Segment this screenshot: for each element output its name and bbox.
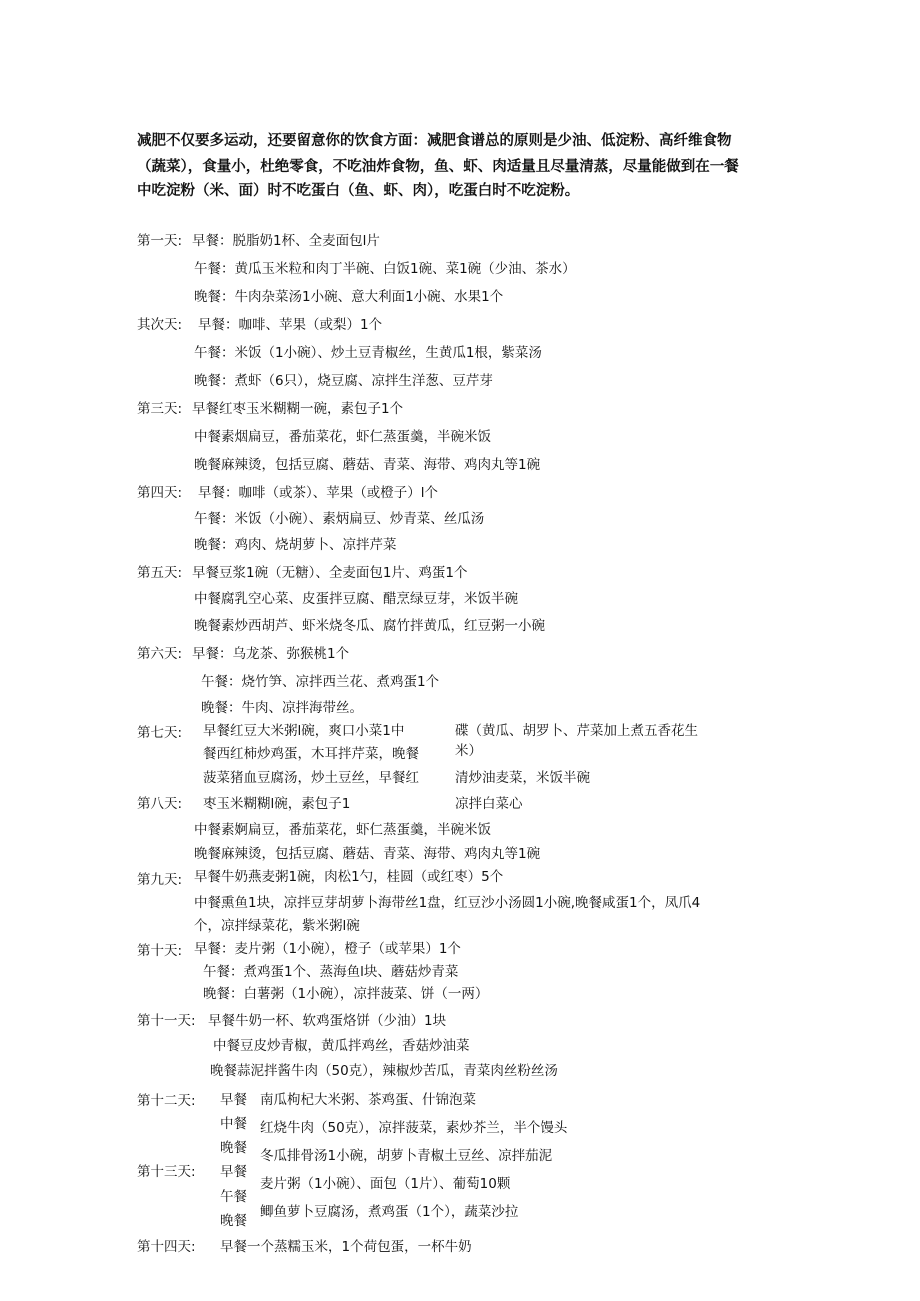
day8-heading: 第八天: xyxy=(137,796,183,812)
day2-breakfast: 早餐：咖啡、苹果（或梨）1个 xyxy=(198,317,383,333)
day7-left-line-2: 餐西红柿炒鸡蛋，木耳拌芹菜，晚餐 xyxy=(203,746,419,762)
day7-left-line-3: 菠菜猪血豆腐汤，炒土豆丝，早餐红 xyxy=(203,770,419,786)
day6-lunch: 午餐：烧竹笋、凉拌西兰花、煮鸡蛋1个 xyxy=(201,674,440,690)
day8-dinner: 晚餐麻辣烫，包括豆腐、蘑菇、青菜、海带、鸡肉丸等1碗 xyxy=(194,846,541,862)
day12-label-lunch: 中餐 xyxy=(220,1116,247,1132)
day12-heading: 第十二天: xyxy=(137,1093,196,1109)
day1-heading: 第一天: xyxy=(137,233,183,249)
day10-lunch: 午餐：煮鸡蛋1个、蒸海鱼l块、蘑菇炒青菜 xyxy=(203,964,459,980)
intro-line-3: 中吃淀粉（米、面）时不吃蛋白（鱼、虾、肉），吃蛋白时不吃淀粉。 xyxy=(137,183,580,199)
day3-lunch: 中餐素烟扁豆，番茄菜花，虾仁蒸蛋羹，半碗米饭 xyxy=(194,429,491,445)
day7-right-line-3: 清炒油麦菜，米饭半碗 xyxy=(455,770,590,786)
day9-breakfast: 早餐牛奶燕麦粥1碗，肉松1勺，桂圆（或红枣）5个 xyxy=(194,869,504,885)
day14-heading: 第十四天: xyxy=(137,1239,196,1255)
day12-lunch: 红烧牛肉（50克），凉拌菠菜，素炒芥兰，半个馒头 xyxy=(260,1120,568,1136)
day12-breakfast: 南瓜枸杞大米粥、茶鸡蛋、什锦泡菜 xyxy=(260,1092,476,1108)
day6-dinner: 晚餐：牛肉、凉拌海带丝。 xyxy=(201,700,363,716)
day13-label-breakfast: 早餐 xyxy=(220,1164,247,1180)
intro-line-1: 减肥不仅要多运动，还要留意你的饮食方面：减肥食谱总的原则是少油、低淀粉、高纤维食物 xyxy=(137,133,732,149)
day7-right-line-2: 米） xyxy=(455,743,482,759)
day5-lunch: 中餐腐乳空心菜、皮蛋拌豆腐、醋烹绿豆芽，米饭半碗 xyxy=(194,591,518,607)
day1-lunch: 午餐：黄瓜玉米粒和肉丁半碗、白饭1碗、菜1碗（少油、茶水） xyxy=(194,261,576,277)
day7-heading: 第七天: xyxy=(137,725,183,741)
day5-breakfast: 早餐豆浆1碗（无糖）、全麦面包1片、鸡蛋1个 xyxy=(192,565,468,581)
day1-dinner: 晚餐：牛肉杂菜汤1小碗、意大利面1小碗、水果1个 xyxy=(194,289,504,305)
day3-breakfast: 早餐红枣玉米糊糊一碗，素包子1个 xyxy=(192,401,404,417)
day4-breakfast: 早餐：咖啡（或茶）、苹果（或橙子）l个 xyxy=(198,485,439,501)
day2-dinner: 晚餐：煮虾（6只），烧豆腐、凉拌生洋葱、豆芹芽 xyxy=(194,373,493,389)
day11-heading: 第十一天: xyxy=(137,1013,196,1029)
day11-lunch: 中餐豆皮炒青椒，黄瓜拌鸡丝，香菇炒油菜 xyxy=(213,1038,470,1054)
day4-dinner: 晚餐：鸡肉、烧胡萝卜、凉拌芹菜 xyxy=(194,537,397,553)
day3-dinner: 晚餐麻辣烫，包括豆腐、蘑菇、青菜、海带、鸡肉丸等1碗 xyxy=(194,457,541,473)
day11-dinner: 晚餐蒜泥拌酱牛肉（50克），辣椒炒苦瓜，青菜肉丝粉丝汤 xyxy=(210,1063,558,1079)
day8-breakfast: 枣玉米糊糊l碗，素包子1 xyxy=(203,796,351,812)
day3-heading: 第三天: xyxy=(137,401,183,417)
day7-right-line-1: 碟（黄瓜、胡罗卜、芹菜加上煮五香花生 xyxy=(455,723,698,739)
day9-lunch-line-1: 中餐熏鱼1块，凉拌豆芽胡萝卜海带丝1盘，红豆沙小汤圆1小碗,晚餐咸蛋1个，凤爪4 xyxy=(194,895,701,911)
day11-breakfast: 早餐牛奶一杯、软鸡蛋烙饼（少油）1块 xyxy=(208,1013,447,1029)
day12-label-dinner: 晚餐 xyxy=(220,1140,247,1156)
day13-dinner: 鲫鱼萝卜豆腐汤，煮鸡蛋（1个），蔬菜沙拉 xyxy=(260,1204,519,1220)
day10-heading: 第十天: xyxy=(137,943,183,959)
day13-breakfast: 麦片粥（1小碗）、面包（1片）、葡萄10颗 xyxy=(260,1176,511,1192)
day14-breakfast: 早餐一个蒸糯玉米，1个荷包蛋，一杯牛奶 xyxy=(220,1239,472,1255)
day10-breakfast: 早餐：麦片粥（1小碗），橙子（或苹果）1个 xyxy=(194,941,461,957)
intro-line-2: （蔬菜），食量小，杜绝零食，不吃油炸食物，鱼、虾、肉适量且尽量清蒸，尽量能做到在一餐 xyxy=(137,159,739,175)
day8-breakfast-right: 凉拌白菜心 xyxy=(455,796,523,812)
day2-heading: 其次天: xyxy=(137,317,183,333)
day10-dinner: 晚餐：白薯粥（1小碗），凉拌菠菜、饼（一两） xyxy=(203,986,489,1002)
day8-lunch: 中餐素婀扁豆，番茄菜花，虾仁蒸蛋羹，半碗米饭 xyxy=(194,822,491,838)
day4-lunch: 午餐：米饭（小碗）、素炳扁豆、炒青菜、丝瓜汤 xyxy=(194,511,485,527)
day12-dinner: 冬瓜排骨汤1小碗，胡萝卜青椒土豆丝、凉拌茄泥 xyxy=(260,1148,553,1164)
day6-heading: 第六天: xyxy=(137,646,183,662)
day1-breakfast: 早餐：脱脂奶1杯、全麦面包l片 xyxy=(192,233,380,249)
day2-lunch: 午餐：米饭（1小碗）、炒土豆青椒丝，生黄瓜1根，紫菜汤 xyxy=(194,345,542,361)
day4-heading: 第四天: xyxy=(137,485,183,501)
day12-label-breakfast: 早餐 xyxy=(220,1092,247,1108)
day6-breakfast: 早餐：乌龙茶、弥猴桃1个 xyxy=(192,646,350,662)
day13-label-dinner: 晚餐 xyxy=(220,1213,247,1229)
day13-label-lunch: 午餐 xyxy=(220,1189,247,1205)
day13-heading: 第十三天: xyxy=(137,1164,196,1180)
day7-left-line-1: 早餐红豆大米粥l碗，爽口小菜1中 xyxy=(203,723,405,739)
day5-dinner: 晚餐素炒西胡芦、虾米烧冬瓜、腐竹拌黄瓜，红豆粥一小碗 xyxy=(194,618,545,634)
day9-heading: 第九天: xyxy=(137,872,183,888)
day5-heading: 第五天: xyxy=(137,565,183,581)
day9-lunch-line-2: 个，凉拌绿菜花，紫米粥l碗 xyxy=(194,918,360,934)
